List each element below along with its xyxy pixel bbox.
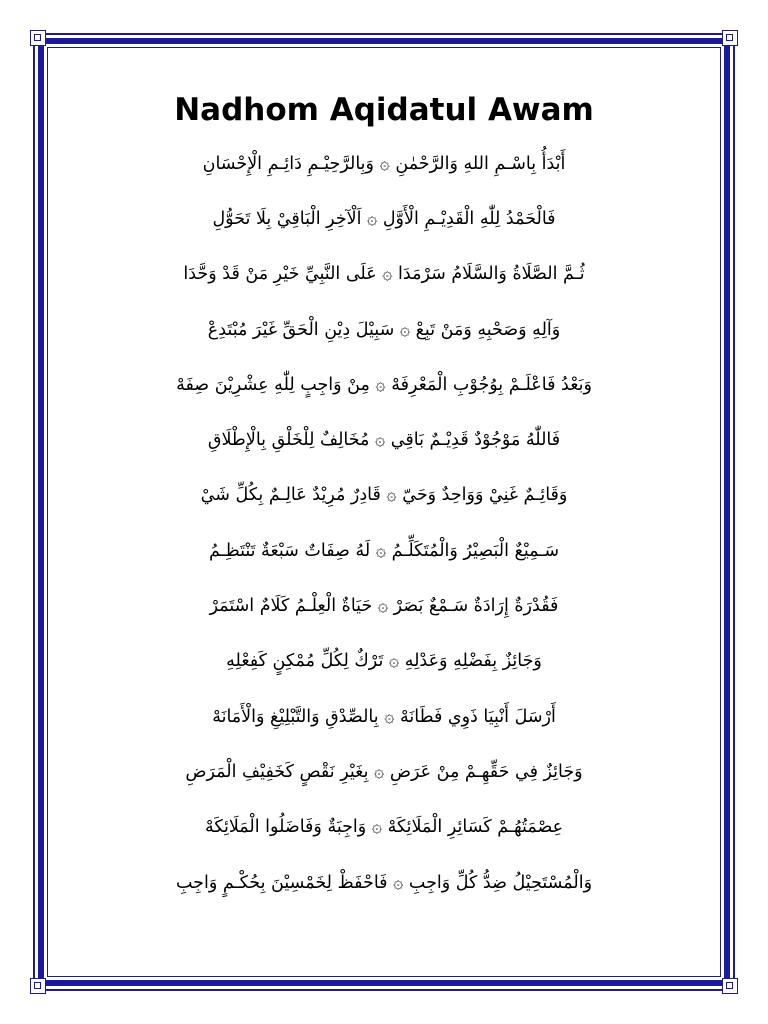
corner-ornament-top-right (722, 30, 738, 46)
verse-line-1: أَبْدَأُ بِاسْـمِ اللهِ وَالرَّحْمٰنِ ۞ وَبِالرَّحِيْـمِ دَائِـمِ الْإِحْسَانِ (202, 153, 566, 174)
verse-line-11: أَرْسَلَ أَنْبِيَا ذَوِي فَطَانَهْ ۞ بِالصِّدْقِ وَالتَّبْلِيْغِ وَالْأَمَانَهْ (212, 706, 556, 727)
verse-line-13: عِصْمَتُهُـمْ كَسَائِرِ الْمَلَائِكَهْ ۞ وَاجِبَةٌ وَفَاضَلُوا الْمَلَائِكَهْ (204, 817, 564, 838)
verse-list (120, 136, 648, 910)
verse-line-7: وَقَائِـمٌ غَنِيْ وَوَاحِدٌ وَحَيّ ۞ قَادِرٌ مُرِيْدٌ عَالِـمٌ بِكُلِّ شَيْ (200, 485, 568, 506)
verse-line-12: وَجَائِزٌ فِي حَقِّهِـمْ مِنْ عَرَضِ ۞ بِغَيْرِ نَقْصٍ كَخَفِيْفِ الْمَرَضِ (185, 761, 583, 782)
corner-ornament-bottom-left (30, 978, 46, 994)
verse-line-10: وَجَائِزٌ بِفَضْلِهِ وَعَدْلِهِ ۞ تَرْكٌ لِكُلِّ مُمْكِنٍ كَفِعْلِهِ (226, 651, 542, 672)
corner-ornament-top-left (30, 30, 46, 46)
verse-line-6: فَاللّٰهُ مَوْجُوْدٌ قَدِيْـمٌ بَاقِي ۞ مُخَالِفٌ لِلْخَلْقِ بِالْإِطْلَاقِ (207, 430, 561, 451)
verse-line-3: ثُـمَّ الصَّلَاةُ وَالسَّلَامُ سَرْمَدَا ۞ عَلَى النَّبِيِّ خَيْرِ مَنْ قَدْ وَحَّدَا (183, 264, 585, 285)
verse-line-5: وَبَعْدُ فَاعْلَـمْ بِوُجُوْبِ الْمَعْرِفَهْ ۞ مِنْ وَاجِبٍ لِلّٰهِ عِشْرِيْنَ صِفَهْ (176, 374, 592, 395)
verse-line-14: وَالْمُسْتَحِيْلُ ضِدُّ كُلِّ وَاجِبِ ۞ فَاحْفَظْ لِخَمْسِيْنَ بِحُكْـمٍ وَاجِبِ (175, 872, 593, 893)
verse-line-8: سَـمِيْعٌ الْبَصِيْرُ وَالْمُتَكَلِّـمُ ۞ لَهُ صِفَاتٌ سَبْعَةٌ تَنْتَظِـمُ (208, 540, 560, 561)
corner-ornament-bottom-right (722, 978, 738, 994)
verse-line-4: وَآلِهِ وَصَحْبِهِ وَمَنْ تَبِعْ ۞ سَبِيْلَ دِيْنِ الْحَقِّ غَيْرَ مُبْتَدِعْ (207, 319, 561, 340)
verse-line-2: فَالْحَمْدُ لِلّٰهِ الْقَدِيْـمِ الْأَوَّلِ ۞ اَلْآخِرِ الْبَاقِيْ بِلَا تَحَوُّلِ (212, 208, 556, 229)
verse-line-9: فَقُدْرَةٌ إِرَادَةٌ سَـمْعٌ بَصَرْ ۞ حَيَاةٌ الْعِلْـمُ كَلَامٌ اسْتَمَرْ (209, 596, 559, 617)
page-title: Nadhom Aqidatul Awam (174, 92, 594, 128)
